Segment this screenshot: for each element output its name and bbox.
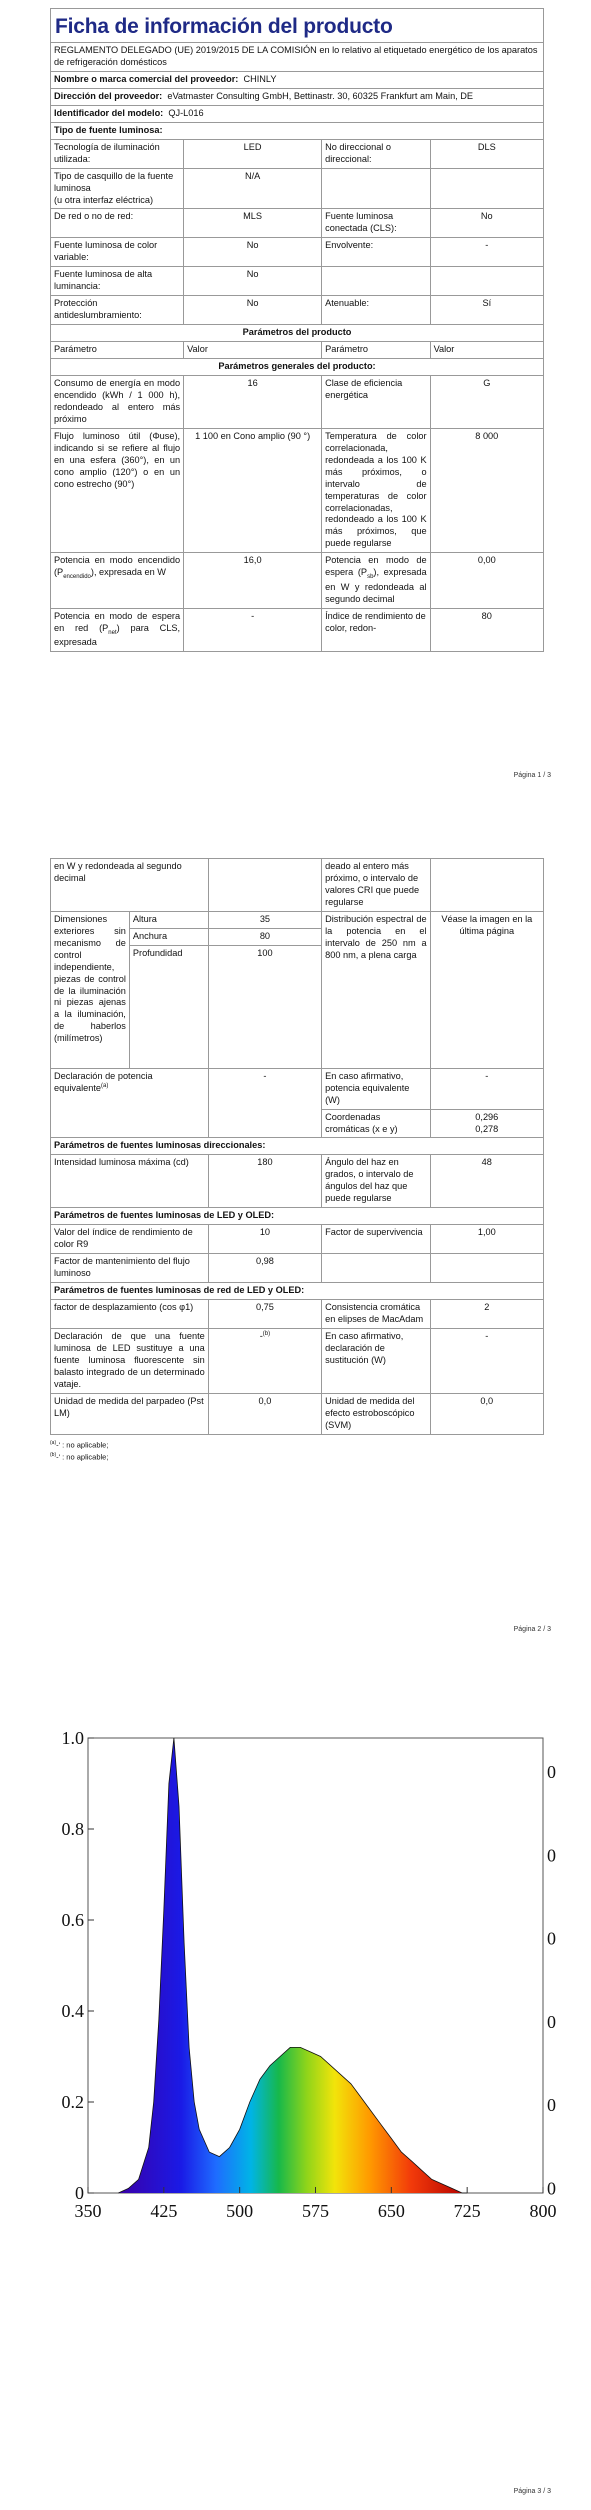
brand-label: Nombre o marca comercial del proveedor: [54,73,239,84]
general-params-heading: Parámetros generales del producto: [51,359,544,376]
x-tick-label: 800 [529,2201,557,2221]
envelope-label: Envolvente: [322,238,430,267]
hdr-value: Valor [184,342,322,359]
retrofit-sup: (b) [262,1330,271,1337]
x-tick-label: 500 [226,2201,254,2221]
right-axis-mark: 0 [547,1928,556,1949]
macadam-value: 2 [430,1299,543,1328]
disp-value: 0,75 [208,1299,321,1328]
connected-value: No [430,209,543,238]
dimmable-label: Atenuable: [322,296,430,325]
depth-label: Profundidad [129,945,208,1068]
led-params-heading: Parámetros de fuentes luminosas de LED y OLED: [51,1208,544,1225]
standby-sub: sb [367,574,374,581]
disp-label: factor de desplazamiento (cos φ1) [51,1299,209,1328]
x-tick-label: 575 [302,2201,329,2221]
equiv-label-text: Declaración de potencia equivalente [54,1070,153,1093]
dimmable-value: Sí [430,296,543,325]
model-value: QJ-L016 [168,107,204,118]
page-number-3: Página 3 / 3 [513,2488,551,2495]
beam-label: Ángulo del haz en grados, o intervalo de ángulos del haz que puede regularse [322,1155,430,1208]
page-1 [0,0,591,790]
standby-label-a: Potencia en modo de espera (P [325,555,427,578]
mains-led-params-heading: Parámetros de fuentes luminosas de red de LED y OLED: [51,1283,544,1300]
spd-value: Véase la imagen en la última página [430,911,543,1068]
y-tick-label: 0.6 [61,1910,84,1930]
right-axis-marks [547,1762,556,2199]
tech-label: Tecnología de iluminación utilizada: [51,139,184,168]
depth-value: 100 [208,945,321,1068]
footnote-b [50,1451,544,1464]
netstandby-cont: en W y redondeada al segundo decimal [51,859,209,912]
maint-label: Factor de mantenimiento del flujo luminoso [51,1254,209,1283]
right-axis-mark: 0 [547,1762,556,1782]
width-value: 80 [208,928,321,945]
footnote-a [50,1439,544,1452]
colour-tunable-label: Fuente luminosa de color variable: [51,238,184,267]
flicker-label: Unidad de medida del parpadeo (Pst LM) [51,1393,209,1434]
right-axis-mark: 0 [547,2011,556,2032]
brand-value: CHINLY [243,73,277,84]
flux-label: Flujo luminoso útil (Φuse), indicando si se refiere al flujo en una esfera (360°), en un cono amplio (120°) o en un cono estrecho (90°) [51,428,184,553]
footnote-a-text: -' : no aplicable; [56,1440,109,1449]
colour-tunable-value: No [184,238,322,267]
chroma-label: Coordenadas cromáticas (x e y) [322,1109,430,1138]
chroma-x: 0,296 [475,1111,499,1122]
power-on-label-a: Potencia en modo encendido (P [54,555,181,578]
eff-class-label: Clase de eficiencia energética [322,375,430,428]
product-params-heading: Parámetros del producto [51,325,544,342]
spd-label: Distribución espectral de la potencia en el intervalo de 250 nm a 800 nm, a plena carga [322,911,430,1068]
footnote-a-mark: (a) [50,1439,57,1446]
x-tick-label: 650 [377,2201,405,2221]
product-info-table-1 [50,42,544,652]
cap-label-main: Tipo de casquillo de la fuente luminosa [54,170,174,193]
cap-value: N/A [184,168,322,209]
cap-label [51,168,184,209]
retrofit-value [208,1328,321,1393]
cct-label: Temperatura de color correlacionada, redondeada a los 100 K más próximos, o intervalo de temperaturas de color correlacionadas, redondeado a los 100 K más próximos, que puede regularse [322,428,430,553]
product-info-sheet-2 [50,858,544,1464]
power-on-label-b: ), expresada en W [90,567,166,578]
dims-label: Dimensiones exteriores sin mecanismo de control independiente, piezas de control de la iluminación ni piezas ajenas a la iluminación, de haberlos (milímetros) [51,911,130,1068]
cct-value: 8 000 [430,428,543,553]
netstandby-sub: net [108,629,117,636]
peak-label: Intensidad luminosa máxima (cd) [51,1155,209,1208]
cap-label-sub: (u otra interfaz eléctrica) [54,194,154,205]
standby-label [322,553,430,608]
regulation-text: REGLAMENTO DELEGADO (UE) 2019/2015 DE LA COMISIÓN en lo relativo al etiquetado energético de los aparatos de refrigeración domésticos [51,43,544,72]
y-tick-label: 1.0 [61,1728,84,1748]
product-info-table-2 [50,858,544,1435]
flicker-value: 0,0 [208,1393,321,1434]
standby-label-b: ), expresada en W y redondeada al segundo decimal [325,567,427,604]
hdr-param: Parámetro [51,342,184,359]
equiv-power-value: - [430,1068,543,1109]
nondir-value: DLS [430,139,543,168]
y-tick-label: 0 [75,2183,84,2203]
connected-label: Fuente luminosa conectada (CLS): [322,209,430,238]
width-label: Anchura [129,928,208,945]
high-lum-label: Fuente luminosa de alta luminancia: [51,267,184,296]
height-label: Altura [129,911,208,928]
dir-params-heading: Parámetros de fuentes luminosas direccionales: [51,1138,544,1155]
equiv-value: - [208,1068,321,1138]
netstandby-value: - [184,608,322,652]
page-number-2: Página 2 / 3 [513,1626,551,1633]
high-lum-value: No [184,267,322,296]
mains-label: De red o no de red: [51,209,184,238]
supplier-row [51,88,544,105]
beam-value: 48 [430,1155,543,1208]
macadam-label: Consistencia cromática en elipses de MacAdam [322,1299,430,1328]
page-3 [0,1680,591,2510]
cri-value: 80 [430,608,543,652]
x-tick-label: 425 [150,2201,178,2221]
cri-label: Índice de rendimiento de color, redon- [322,608,430,652]
y-tick-label: 0.4 [61,2001,84,2021]
right-axis-mark: 0 [547,2178,556,2199]
x-tick-label: 725 [453,2201,481,2221]
flux-value: 1 100 en Cono amplio (90 °) [184,428,322,553]
replace-value: - [430,1328,543,1393]
peak-value: 180 [208,1155,321,1208]
height-value: 35 [208,911,321,928]
product-info-sheet-1 [50,8,544,652]
netstandby-label-b: ) para CLS, expresada [54,622,181,648]
strobo-value: 0,0 [430,1393,543,1434]
nondir-label: No direccional o direccional: [322,139,430,168]
cri-cont: deado al entero más próximo, o intervalo de valores CRI que puede regularse [322,859,430,912]
sheet-title: Ficha de información del producto [50,8,544,42]
netstandby-label [51,608,184,652]
anti-glare-value: No [184,296,322,325]
equiv-sup: (a) [101,1082,109,1089]
maint-value: 0,98 [208,1254,321,1283]
anti-glare-label: Protección antideslumbramiento: [51,296,184,325]
right-axis-mark: 0 [547,2095,556,2116]
hdr-value-2: Valor [430,342,543,359]
chroma-y: 0,278 [475,1123,499,1134]
footnote-b-mark: (b) [50,1452,57,1458]
page-number-1: Página 1 / 3 [513,772,551,779]
r9-label: Valor del índice de rendimiento de color R9 [51,1225,209,1254]
chroma-values [430,1109,543,1138]
retrofit-value-text: - [259,1330,263,1341]
mains-value: MLS [184,209,322,238]
eff-class-value: G [430,375,543,428]
power-on-sub: encendido [63,574,91,581]
model-label: Identificador del modelo: [54,107,164,118]
energy-label: Consumo de energía en modo encendido (kWh / 1 000 h), redondeado al entero más próximo [51,375,184,428]
supplier-label: Dirección del proveedor: [54,90,163,101]
energy-value: 16 [184,375,322,428]
brand-row [51,71,544,88]
survival-label: Factor de supervivencia [322,1225,430,1254]
strobo-label: Unidad de medida del efecto estroboscópico (SVM) [322,1393,430,1434]
page-2 [0,820,591,1650]
power-on-label [51,553,184,608]
model-row [51,105,544,122]
equiv-label [51,1068,209,1138]
y-tick-label: 0.8 [61,1819,84,1839]
tech-value: LED [184,139,322,168]
x-tick-label: 350 [74,2201,102,2221]
light-source-type-heading: Tipo de fuente luminosa: [51,122,544,139]
y-tick-label: 0.2 [61,2092,84,2112]
standby-value: 0,00 [430,553,543,608]
footnotes [50,1439,544,1464]
retrofit-label: Declaración de que una fuente luminosa de LED sustituye a una fuente luminosa fluorescente sin balasto integrado de un determinado vataje. [51,1328,209,1393]
survival-value: 1,00 [430,1225,543,1254]
replace-label: En caso afirmativo, declaración de sustitución (W) [322,1328,430,1393]
envelope-value: - [430,238,543,267]
netstandby-label-a: Potencia en modo de espera en red (P [54,610,181,633]
r9-value: 10 [208,1225,321,1254]
power-on-value: 16,0 [184,553,322,608]
supplier-value: eVatmaster Consulting GmbH, Bettinastr. 30, 60325 Frankfurt am Main, DE [167,90,474,101]
right-axis-mark: 0 [547,1845,556,1866]
spectral-power-chart [50,1720,560,2260]
equiv-power-label: En caso afirmativo, potencia equivalente (W) [322,1068,430,1109]
hdr-param-2: Parámetro [322,342,430,359]
footnote-b-text: -' : no aplicable; [56,1452,109,1462]
